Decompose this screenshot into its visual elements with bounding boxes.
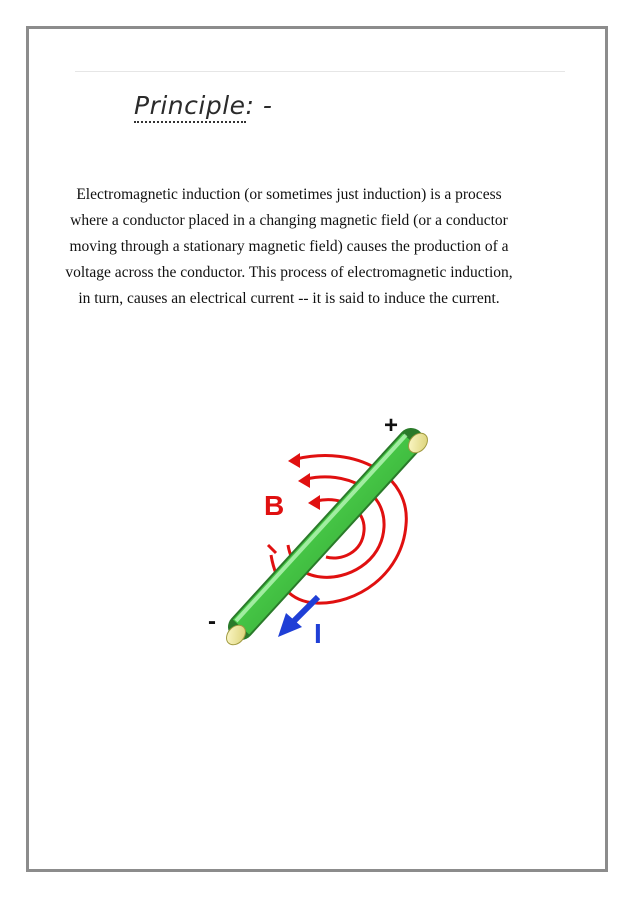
plus-label: + — [384, 412, 399, 439]
section-heading — [134, 91, 272, 120]
field-arrowhead-outer — [288, 453, 300, 468]
field-tail-left — [268, 545, 276, 553]
field-arrowheads — [288, 453, 320, 510]
minus-label: - — [208, 608, 216, 635]
field-arrowhead-middle — [298, 473, 310, 488]
current-label-i: I — [314, 618, 322, 649]
conductor-rod — [223, 429, 432, 648]
field-label-b: B — [264, 490, 285, 521]
heading-word: Principle — [134, 91, 246, 123]
induction-diagram — [196, 405, 456, 655]
field-arrowhead-inner — [308, 495, 320, 510]
header-rule — [75, 71, 565, 72]
heading-suffix: : - — [245, 91, 273, 120]
principle-paragraph: Electromagnetic induction (or sometimes just induction) is a process where a conductor placed in a changing magnetic field (or a conductor moving through a stationary magnetic field) causes the production of a voltage across the conductor. This process of electromagnetic induction, in turn, causes an electrical current -- it is said to induce the current. — [65, 186, 513, 307]
current-arrow — [278, 597, 318, 637]
